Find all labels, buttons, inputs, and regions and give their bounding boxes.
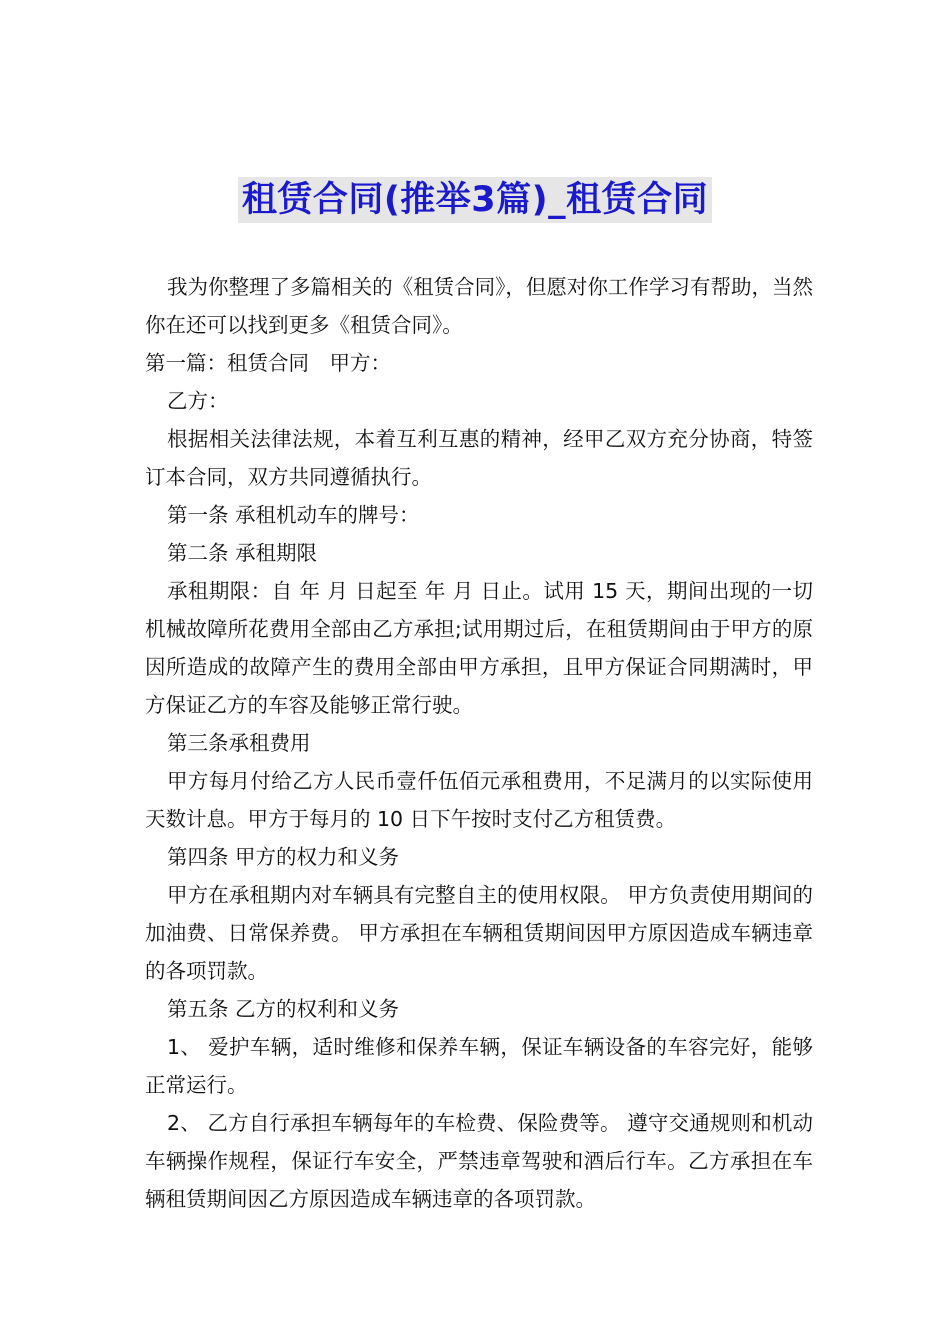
section-heading-first: 第一篇：租赁合同 甲方： xyxy=(145,351,391,375)
title-container xyxy=(0,177,950,223)
document-title: 租赁合同(推举3篇)_租赁合同 xyxy=(238,177,712,223)
preamble-paragraph: 根据相关法律法规，本着互利互惠的精神，经甲乙双方充分协商，特签订本合同，双方共同遵循执行。 xyxy=(145,427,813,489)
article-5-heading: 第五条 乙方的权利和义务 xyxy=(167,997,400,1021)
article-2-heading: 第二条 承租期限 xyxy=(167,541,318,565)
party-b-line: 乙方： xyxy=(167,389,229,413)
article-2-body: 承租期限：自 年 月 日起至 年 月 日止。试用 15 天，期间出现的一切机械故障所花费用全部由乙方承担;试用期过后，在租赁期间由于甲方的原因所造成的故障产生的费用全部由甲方承担，且甲方保证合同期满时，甲方保证乙方的车容及能够正常行驶。 xyxy=(145,579,813,717)
article-4-body: 甲方在承租期内对车辆具有完整自主的使用权限。 甲方负责使用期间的加油费、日常保养费。 甲方承担在车辆租赁期间因甲方原因造成车辆违章的各项罚款。 xyxy=(145,883,813,983)
article-3-body: 甲方每月付给乙方人民币壹仟伍佰元承租费用，不足满月的以实际使用天数计息。甲方于每月的 10 日下午按时支付乙方租赁费。 xyxy=(145,769,813,831)
article-5-item-1: 1、 爱护车辆，适时维修和保养车辆，保证车辆设备的车容完好，能够正常运行。 xyxy=(145,1035,813,1097)
article-1-heading: 第一条 承租机动车的牌号： xyxy=(167,503,420,527)
article-5-item-2: 2、 乙方自行承担车辆每年的车检费、保险费等。 遵守交通规则和机动车辆操作规程，保证行车安全，严禁违章驾驶和酒后行车。乙方承担在车辆租赁期间因乙方原因造成车辆违章的各项罚款。 xyxy=(145,1111,813,1211)
article-3-heading: 第三条承租费用 xyxy=(167,731,311,755)
article-4-heading: 第四条 甲方的权力和义务 xyxy=(167,845,400,869)
document-body xyxy=(145,268,813,1218)
intro-paragraph: 我为你整理了多篇相关的《租赁合同》，但愿对你工作学习有帮助，当然你在还可以找到更多《租赁合同》。 xyxy=(145,275,813,337)
